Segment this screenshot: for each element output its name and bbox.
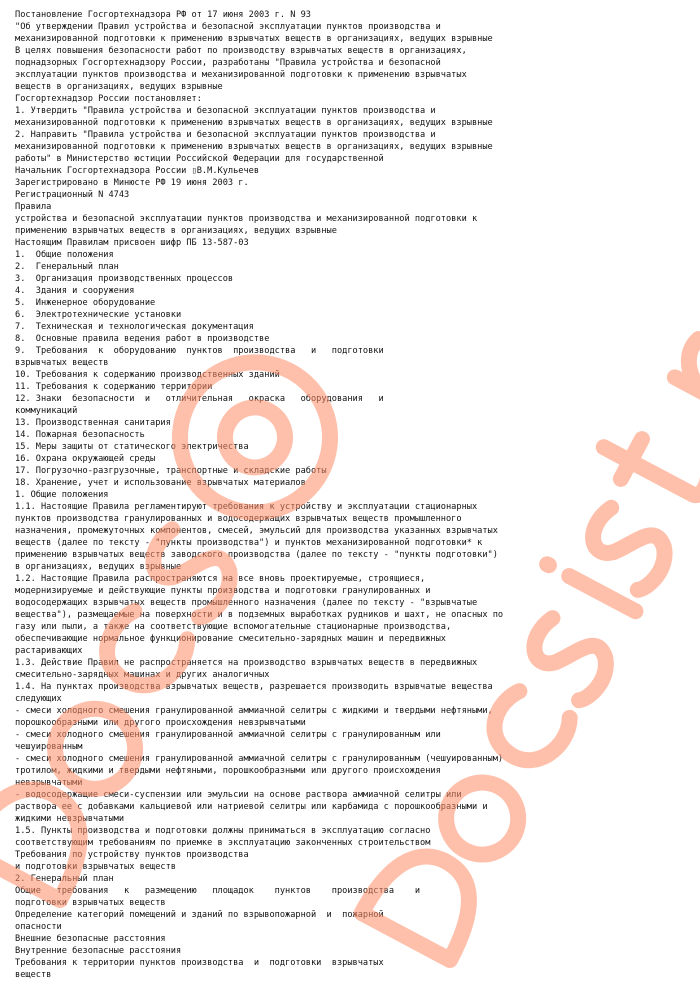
text-line: 1.3. Действие Правил не распространяется на производство взрывчатых веществ в передвижных [15, 658, 478, 668]
text-line: 15. Меры защиты от статического электричества [15, 442, 249, 452]
text-line: Постановление Госгортехнадзора РФ от 17 июня 2003 г. N 93 [15, 10, 311, 20]
text-line: веществ в организациях, ведущих взрывные [15, 82, 223, 92]
text-line: соответствующим требованиям по приемке в эксплуатацию законченных строительством [15, 838, 431, 848]
text-line: 4. Здания и сооружения [15, 286, 135, 296]
text-line: 16. Охрана окружающей среды [15, 454, 156, 464]
text-line: механизированной подготовки к применению взрывчатых веществ в организациях, ведущих взрывные [15, 34, 493, 44]
text-line: 2. Генеральный план [15, 874, 114, 884]
text-line: обеспечивающие нормальное функционирование смесительно-зарядных машин и передвижных [15, 634, 446, 644]
text-line: механизированной подготовки к применению взрывчатых веществ в организациях, ведущих взрывные [15, 118, 493, 128]
text-line: применению взрывчатых веществ в организациях, ведущих взрывные [15, 226, 337, 236]
text-line: 12. Знаки безопасности и отличительная окраска оборудования и [15, 394, 384, 404]
text-line: газу или пыли, а также на соответствующие вспомогательные стационарные производства, [15, 622, 452, 632]
text-line: порошкообразными или другого происхождения невзрывчатыми [15, 718, 306, 728]
text-line: 10. Требования к содержанию производственных зданий [15, 370, 280, 380]
text-line: 7. Техническая и технологическая документация [15, 322, 254, 332]
text-line: вещества"), размещаемые на поверхности и в подземных выработках рудников и шахт, не опасных по [15, 610, 504, 620]
text-line: Госгортехнадзор России постановляет: [15, 94, 202, 104]
text-line: назначения, промежуточных компонентов, смесей, эмульсий для производства указанных взрывчатых [15, 526, 498, 536]
text-line: опасности [15, 922, 62, 932]
text-line: - смеси холодного смешения гранулированной аммиачной селитры с жидкими и твердыми нефтяными, [15, 706, 493, 716]
text-line: 1.2. Настоящие Правила распространяются на все вновь проектируемые, строящиеся, [15, 574, 426, 584]
text-line: Зарегистрировано в Минюсте РФ 19 июня 2003 г. [15, 178, 249, 188]
text-line: Внешние безопасные расстояния [15, 934, 166, 944]
text-line: 2. Генеральный план [15, 262, 119, 272]
text-line: невзрывчатыми [15, 778, 83, 788]
text-line: Настоящим Правилам присвоен шифр ПБ 13-587-03 [15, 238, 249, 248]
text-line: 5. Инженерное оборудование [15, 298, 156, 308]
text-line: жидкими невзрывчатыми [15, 814, 125, 824]
text-line: 1.4. На пунктах производства взрывчатых веществ, разрешается производить взрывчатые вещества [15, 682, 493, 692]
text-line: раствора ее с добавками кальциевой или натриевой селитры или карбамида с порошкообразными и [15, 802, 488, 812]
text-line: 1. Общие положения [15, 250, 114, 260]
text-line: 13. Производственная санитария [15, 418, 171, 428]
text-line: водосодержащих взрывчатых веществ промышленного назначения (далее по тексту - "взрывчатые [15, 598, 478, 608]
text-line: - смеси холодного смешения гранулированной аммиачной селитры с гранулированным или [15, 730, 441, 740]
text-line: Требования к территории пунктов производства и подготовки взрывчатых [15, 958, 384, 968]
text-line: работы" в Министерство юстиции Российской Федерации для государственной [15, 154, 384, 164]
text-line: следующих [15, 694, 62, 704]
text-line: 17. Погрузочно-разгрузочные, транспортные и складские работы [15, 466, 327, 476]
text-line: 1. Утвердить "Правила устройства и безопасной эксплуатации пунктов производства и [15, 106, 436, 116]
text-line: 1.1. Настоящие Правила регламентируют требования к устройству и эксплуатации стационарных [15, 502, 478, 512]
text-line: 2. Направить "Правила устройства и безопасной эксплуатации пунктов производства и [15, 130, 436, 140]
text-line: механизированной подготовки к применению взрывчатых веществ в организациях, ведущих взрывные [15, 142, 493, 152]
text-line: В целях повышения безопасности работ по производству взрывчатых веществ в организациях, [15, 46, 467, 56]
text-line: Требования по устройству пунктов производства [15, 850, 249, 860]
text-line: поднадзорных Госгортехнадзору России, разработаны "Правила устройства и безопасной [15, 58, 441, 68]
text-line: Начальник Госгортехнадзора России ▯В.М.Кульечев [15, 166, 260, 176]
text-line: 3. Организация производственных процессов [15, 274, 234, 284]
text-line: - смеси холодного смешения гранулированной аммиачной селитры с гранулированным (чешуированным) [15, 754, 504, 764]
text-line: устройства и безопасной эксплуатации пунктов производства и механизированной подготовки к [15, 214, 478, 224]
text-line: Правила [15, 202, 52, 212]
text-line: веществ (далее по тексту - "пункты производства") и пунктов механизированной подготовки* к [15, 538, 483, 548]
text-line: эксплуатации пунктов производства и механизированной подготовки к применению взрывчатых [15, 70, 467, 80]
text-line: "Об утверждении Правил устройства и безопасной эксплуатации пунктов производства и [15, 22, 441, 32]
text-line: тротилом, жидкими и твердыми нефтяными, порошкообразными или другого происхождения [15, 766, 441, 776]
text-line: 14. Пожарная безопасность [15, 430, 145, 440]
text-line: 6. Электротехнические установки [15, 310, 182, 320]
text-line: и подготовки взрывчатых веществ [15, 862, 176, 872]
document-text [15, 9, 503, 981]
text-line: применению взрывчатых веществ заводского производства (далее по тексту - "пункты подготовки") [15, 550, 498, 560]
text-line: 8. Основные правила ведения работ в производстве [15, 334, 270, 344]
text-line: 1.5. Пункты производства и подготовки должны приниматься в эксплуатацию согласно [15, 826, 431, 836]
text-line: 11. Требования к содержанию территории [15, 382, 213, 392]
text-line: коммуникаций [15, 406, 78, 416]
text-line: подготовки взрывчатых веществ [15, 898, 166, 908]
text-line: веществ [15, 970, 52, 980]
text-line: Внутренние безопасные расстояния [15, 946, 182, 956]
text-line: взрывчатых веществ [15, 358, 109, 368]
text-line: растаривающих [15, 646, 83, 656]
text-line: в организациях, ведущих взрывные [15, 562, 182, 572]
text-line: модернизируемые и действующие пункты производства и подготовки гранулированных и [15, 586, 431, 596]
text-line: смесительно-зарядных машинах и других аналогичных [15, 670, 270, 680]
text-line: 9. Требования к оборудованию пунктов производства и подготовки [15, 346, 384, 356]
text-line: 18. Хранение, учет и использование взрывчатых материалов [15, 478, 306, 488]
text-line: Общие требования к размещению площадок пунктов производства и [15, 886, 421, 896]
text-line: Регистрационный N 4743 [15, 190, 130, 200]
text-line: пунктов производства гранулированных и водосодержащих взрывчатых веществ промышленного [15, 514, 462, 524]
text-line: 1. Общие положения [15, 490, 109, 500]
text-line: чешуированным [15, 742, 83, 752]
text-line: Определение категорий помещений и зданий по взрывопожарной и пожарной [15, 910, 384, 920]
text-line: - водосодержащие смеси-суспензии или эмульсии на основе раствора аммиачной селитры или [15, 790, 462, 800]
